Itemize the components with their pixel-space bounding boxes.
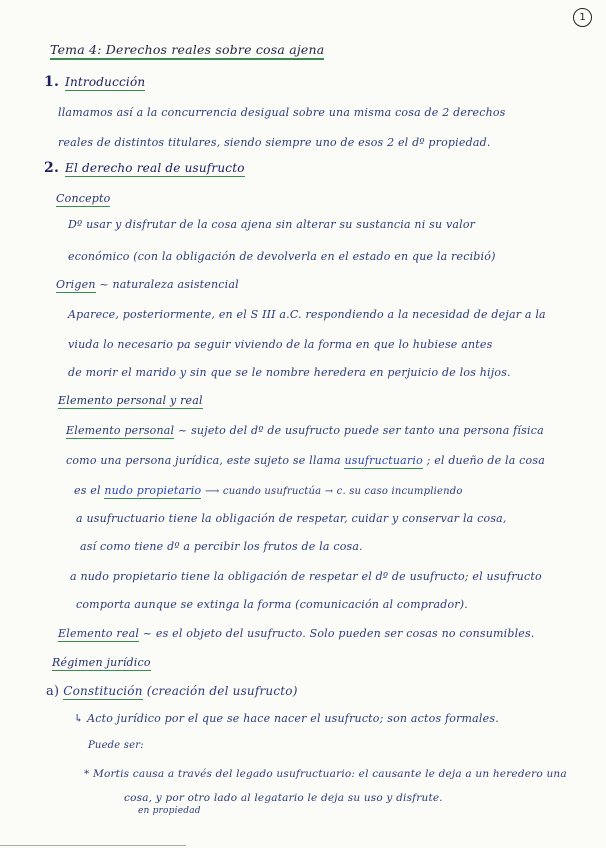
text-line: Aparece, posteriormente, en el S III a.C. respondiendo a la necesidad de dejar a la [68, 308, 546, 321]
heading-label: Introducción [65, 75, 146, 89]
heading-usufructo [44, 160, 245, 176]
text-line: ↳ Acto jurídico por el que se hace nacer el usufructo; son actos formales. [74, 712, 499, 725]
text-line: llamamos así a la concurrencia desigual sobre una misma cosa de 2 derechos [58, 106, 506, 119]
subheading-regimen: Régimen jurídico [52, 656, 151, 669]
page-edge-rule [0, 845, 186, 846]
text-line: de morir el marido y sin que se le nombre heredera en perjuicio de los hijos. [68, 366, 511, 379]
text-line: Dº usar y disfrutar de la cosa ajena sin alterar su sustancia ni su valor [68, 218, 476, 231]
text-line: así como tiene dº a percibir los frutos de la cosa. [80, 540, 363, 553]
arrow-note: ⟶ cuando usufructúa → c. su caso incumpliendo [205, 486, 463, 497]
text-line: Puede ser: [88, 740, 144, 751]
subheading-origen: Origen [56, 278, 96, 291]
text-line: económico (con la obligación de devolverla en el estado en que la recibió) [68, 250, 496, 263]
item-letter: a) [46, 684, 60, 699]
text-line: a usufructuario tiene la obligación de respetar, cuidar y conservar la cosa, [76, 512, 507, 525]
text-line [74, 484, 463, 497]
text-span: es el [74, 484, 101, 497]
term-elemento-real: Elemento real [58, 627, 140, 640]
heading-introduccion [44, 74, 145, 90]
heading-label: El derecho real de usufructo [65, 161, 245, 175]
term-nudo-propietario: nudo propietario [104, 484, 202, 497]
term-usufructuario: usufructuario [344, 454, 423, 467]
text-line: comporta aunque se extinga la forma (comunicación al comprador). [76, 598, 468, 611]
subheading-elementos: Elemento personal y real [58, 394, 203, 407]
text-span: ; el dueño de la cosa [426, 454, 545, 467]
elemento-personal-line [66, 424, 544, 437]
text-span: ~ es el objeto del usufructo. Solo pueden ser cosas no consumibles. [142, 627, 535, 640]
elemento-real-line [58, 627, 535, 640]
heading-number: 1. [44, 74, 60, 90]
page-number: 1 [573, 8, 592, 27]
subheading-concepto: Concepto [56, 192, 111, 205]
text-line: viuda lo necesario pa seguir viviendo de la forma en que lo hubiese antes [68, 338, 493, 351]
text-span: como una persona jurídica, este sujeto se llama [66, 454, 341, 467]
term-elemento-personal: Elemento personal [66, 424, 175, 437]
item-constitucion [46, 684, 298, 699]
heading-number: 2. [44, 160, 60, 176]
text-line: reales de distintos titulares, siendo siempre uno de esos 2 el dº propiedad. [58, 136, 491, 149]
origen-detail: ~ naturaleza asistencial [99, 278, 239, 291]
text-line: cosa, y por otro lado al legatario le deja su uso y disfrute. [124, 792, 443, 804]
text-line: * Mortis causa a través del legado usufructuario: el causante le deja a un heredero una [84, 768, 567, 780]
text-note: en propiedad [138, 806, 201, 816]
origen-line [56, 278, 239, 291]
text-span: (creación del usufructo) [146, 684, 298, 698]
text-line [66, 454, 545, 467]
page-title: Tema 4: Derechos reales sobre cosa ajena [50, 42, 324, 60]
text-span: ~ sujeto del dº de usufructo puede ser tanto una persona física [177, 424, 544, 437]
term-constitucion: Constitución [63, 684, 143, 698]
text-line: a nudo propietario tiene la obligación de respetar el dº de usufructo; el usufructo [70, 570, 542, 583]
